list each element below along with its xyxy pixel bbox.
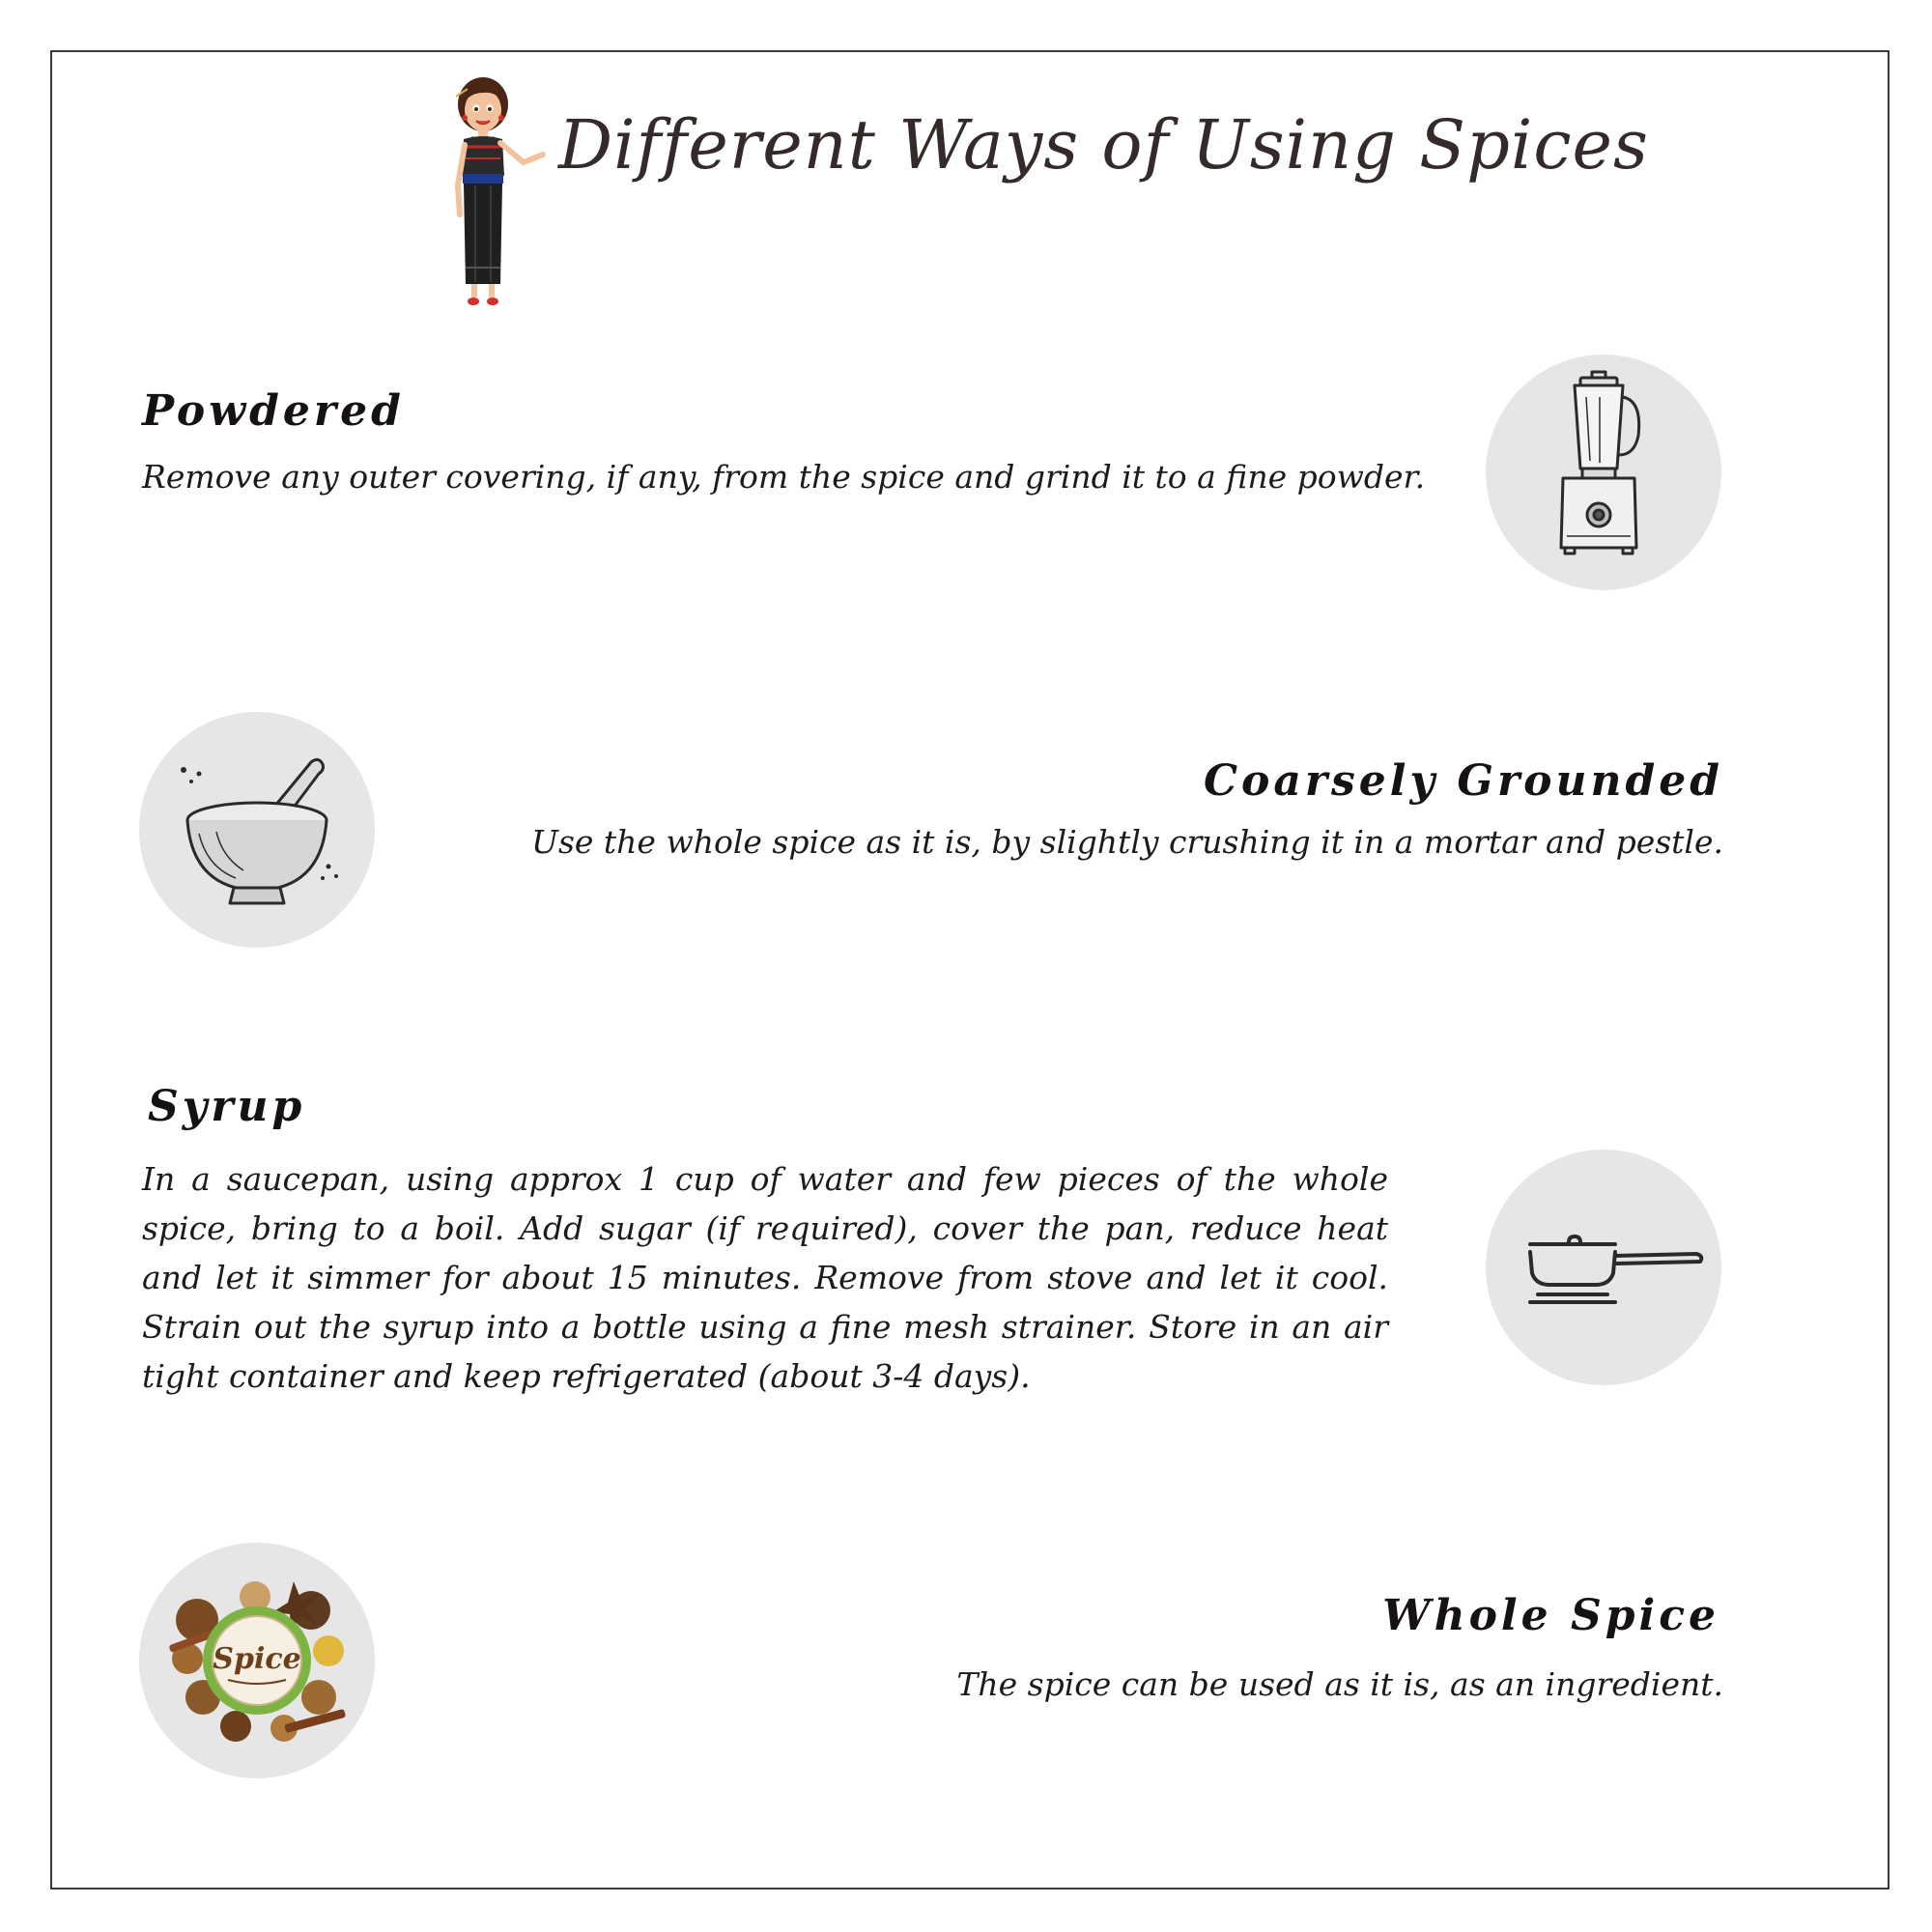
mascot-woman-illustration <box>435 70 551 311</box>
section-heading-coarsely-grounded: Coarsely Grounded <box>1203 756 1723 806</box>
section-text-whole-spice: The spice can be used as it is, as an ingredient. <box>956 1665 1723 1703</box>
section-heading-syrup: Syrup <box>148 1082 306 1131</box>
blender-icon <box>1486 355 1721 590</box>
spice-logo-text: Spice <box>213 1642 301 1676</box>
section-text-powdered: Remove any outer covering, if any, from the spice and grind it to a fine powder. <box>142 458 1426 496</box>
section-heading-powdered: Powdered <box>142 386 405 436</box>
section-text-coarsely-grounded: Use the whole spice as it is, by slightly crushing it in a mortar and pestle. <box>531 823 1723 861</box>
mortar-pestle-icon <box>139 712 375 948</box>
spice-assortment-icon <box>139 1543 375 1778</box>
saucepan-icon <box>1486 1150 1721 1385</box>
section-text-syrup: In a saucepan, using approx 1 cup of water and few pieces of the whole spice, bring to a boil. Add sugar (if required), cover the pan, reduce heat and let it simmer for about 15 minutes. Remove from stove and let it cool. Strain out the syrup into a bottle using a fine mesh strainer. Store in an air tight container and keep refrigerated (about 3-4 days). <box>142 1160 1388 1395</box>
section-heading-whole-spice: Whole Spice <box>1382 1591 1719 1640</box>
page-title: Different Ways of Using Spices <box>558 105 1649 185</box>
